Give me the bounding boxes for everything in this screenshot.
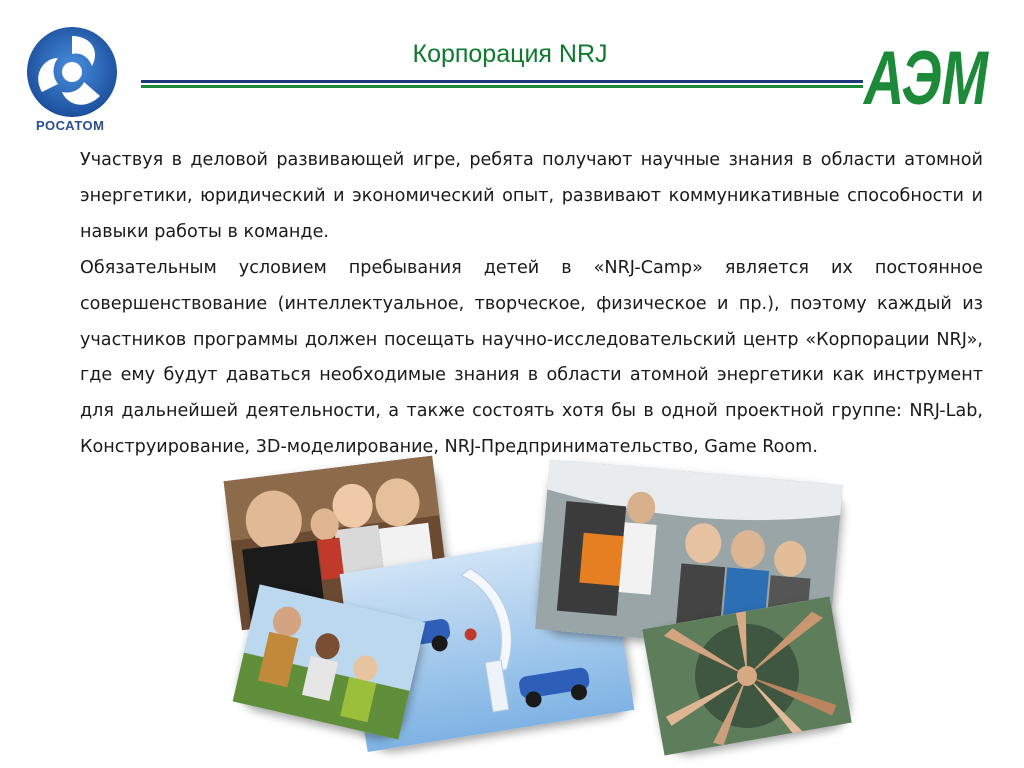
header-line-green xyxy=(141,85,863,88)
paragraph-1: Участвуя в деловой развивающей игре, ребята получают научные знания в области атомной энергетики, юридический и экономический опыт, развивают коммуникативные способности и навыки работы в команде. xyxy=(80,150,983,242)
aem-logo xyxy=(862,34,992,121)
aem-logo-text: АЭМ xyxy=(862,36,990,121)
header-divider xyxy=(141,80,863,90)
rosatom-wordmark: РОСАТОМ xyxy=(36,118,105,133)
slide-title: Корпорация NRJ xyxy=(412,40,608,68)
body-text xyxy=(80,143,983,466)
paragraph-2: Обязательным условием пребывания детей в «NRJ-Camp» является их постоянное совершенствование (интеллектуальное, творческое, физическое и пр.), поэтому каждый из участников программы должен посещать научно-исследовательский центр «Корпорации NRJ», где ему будут даваться необходимые знания в области атомной энергетики как инструмент для дальнейшей деятельности, а также состоять хотя бы в одной проектной группе: NRJ-Lab, Конструирование, 3D-моделирование, NRJ-Предпринимательство, Game Room. xyxy=(80,257,983,458)
header-line-blue xyxy=(141,80,863,83)
